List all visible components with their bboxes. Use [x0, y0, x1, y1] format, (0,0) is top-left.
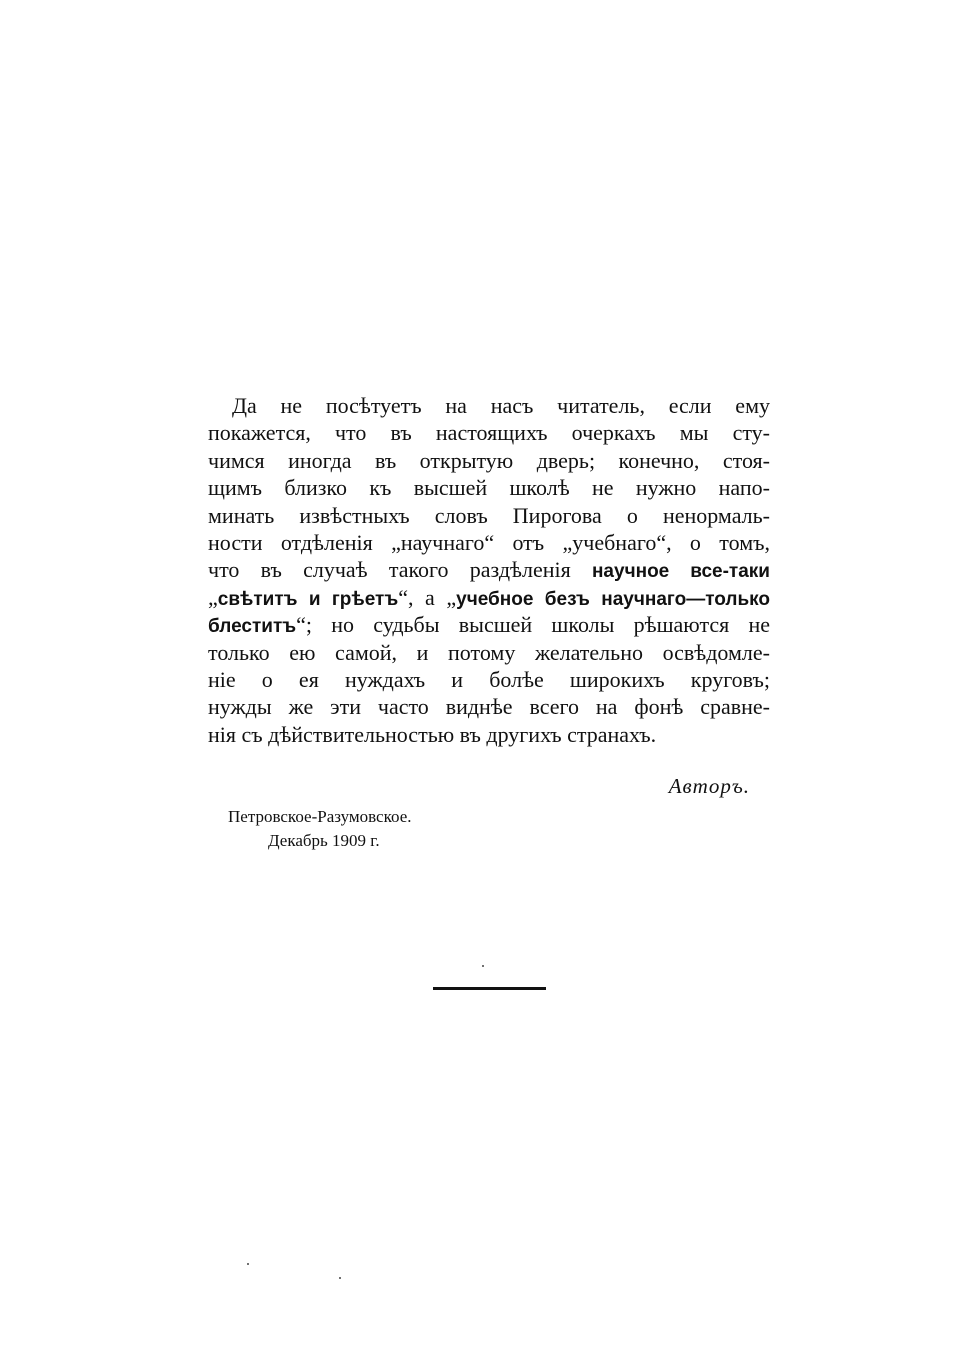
date-line: Декабрь 1909 г.	[268, 831, 380, 850]
closing-rule	[433, 987, 546, 990]
dust-speck	[339, 1277, 341, 1279]
preface-line: „свѣтитъ и грѣетъ“, а „учебное безъ научнаго—только	[208, 584, 770, 610]
dust-speck	[482, 965, 484, 967]
preface-line: покажется, что въ настоящихъ очеркахъ мы сту-	[208, 420, 770, 446]
preface-line: щимъ близко къ высшей школѣ не нужно напо-	[208, 475, 770, 501]
preface-line: только ею самой, и потому желательно освѣдомле-	[208, 639, 770, 665]
emphasis-text: научное все-таки	[591, 561, 770, 583]
preface-line: нужды же эти часто виднѣе всего на фонѣ сравне-	[208, 694, 770, 720]
preface-line: ніе о ея нуждахъ и болѣе широкихъ круговъ;	[208, 666, 770, 692]
emphasis-text: свѣтитъ и грѣетъ	[217, 588, 399, 610]
preface-text	[208, 392, 770, 748]
preface-line: минать извѣстныхъ словъ Пирогова о ненормаль-	[208, 502, 770, 528]
preface-line: блеститъ“; но судьбы высшей школы рѣшаются не	[208, 612, 770, 638]
preface-line: Да не посѣтуетъ на насъ читатель, если ему	[232, 393, 770, 418]
preface-line: нія съ дѣйствительностью въ другихъ странахъ.	[208, 721, 657, 747]
dust-speck	[247, 1263, 249, 1265]
author-signature: Авторъ.	[668, 774, 750, 798]
place-line: Петровское-Разумовское.	[228, 807, 412, 826]
preface-line: ности отдѣленія „научнаго“ отъ „учебнаго“, о томъ,	[208, 529, 770, 555]
emphasis-text: блеститъ	[208, 616, 297, 638]
preface-line: чимся иногда въ открытую дверь; конечно, стоя-	[208, 447, 770, 473]
preface-line: что въ случаѣ такого раздѣленія научное все-таки	[208, 557, 770, 583]
emphasis-text: учебное безъ научнаго—только	[456, 588, 770, 610]
